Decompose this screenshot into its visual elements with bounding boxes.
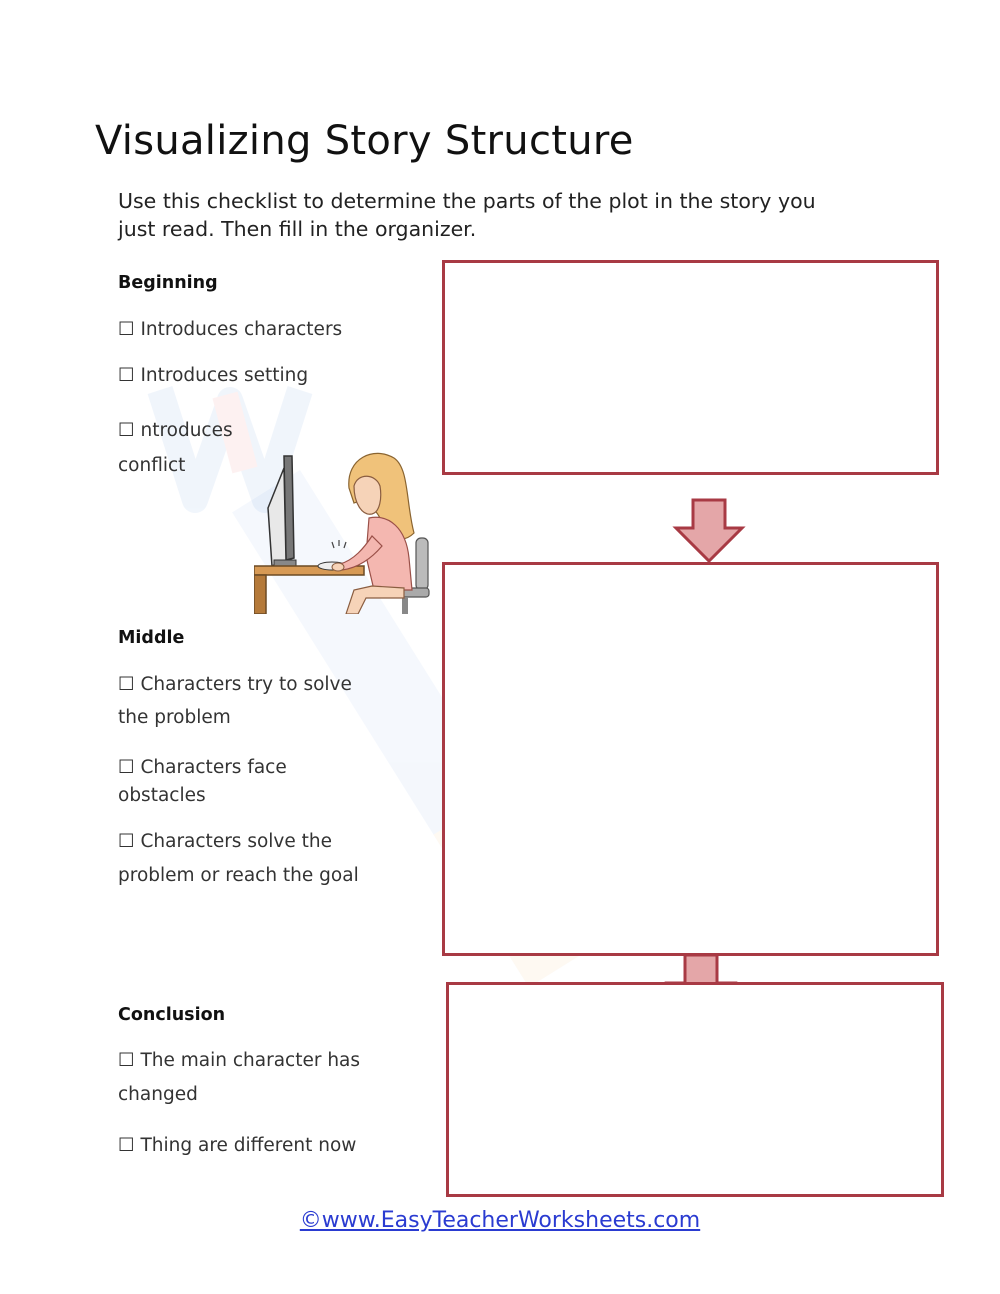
middle-checklist-item-3-cont: problem or reach the goal: [118, 865, 359, 886]
down-arrow-icon: [672, 498, 746, 564]
middle-heading: Middle: [118, 628, 185, 648]
conclusion-checklist-item-2[interactable]: ☐ Thing are different now: [118, 1135, 357, 1156]
beginning-organizer-box[interactable]: [442, 260, 939, 475]
footer-website-link[interactable]: ©www.EasyTeacherWorksheets.com: [299, 1208, 701, 1233]
beginning-checklist-item-2[interactable]: ☐ Introduces setting: [118, 365, 309, 386]
instructions-line-1: Use this checklist to determine the parts of the plot in the story you: [118, 189, 816, 213]
middle-checklist-item-2[interactable]: ☐ Characters face: [118, 757, 287, 778]
conclusion-organizer-box[interactable]: [446, 982, 944, 1197]
conclusion-checklist-item-1-cont: changed: [118, 1084, 198, 1105]
conclusion-heading: Conclusion: [118, 1005, 226, 1025]
middle-checklist-item-3[interactable]: ☐ Characters solve the: [118, 831, 332, 852]
page-title: Visualizing Story Structure: [95, 118, 634, 164]
instructions: [118, 187, 878, 243]
beginning-checklist-item-1[interactable]: ☐ Introduces characters: [118, 319, 343, 340]
beginning-checklist-item-3[interactable]: ☐ ntroduces: [118, 420, 233, 441]
middle-checklist-item-1-cont: the problem: [118, 707, 231, 728]
middle-checklist-item-1[interactable]: ☐ Characters try to solve: [118, 674, 352, 695]
conclusion-checklist-item-1[interactable]: ☐ The main character has: [118, 1050, 361, 1071]
instructions-line-2: just read. Then fill in the organizer.: [118, 217, 477, 241]
middle-checklist-item-2-cont: obstacles: [118, 785, 206, 806]
person-at-computer-illustration: [254, 448, 436, 614]
beginning-checklist-item-3-cont: conflict: [118, 455, 186, 476]
middle-organizer-box[interactable]: [442, 562, 939, 956]
beginning-heading: Beginning: [118, 273, 218, 293]
